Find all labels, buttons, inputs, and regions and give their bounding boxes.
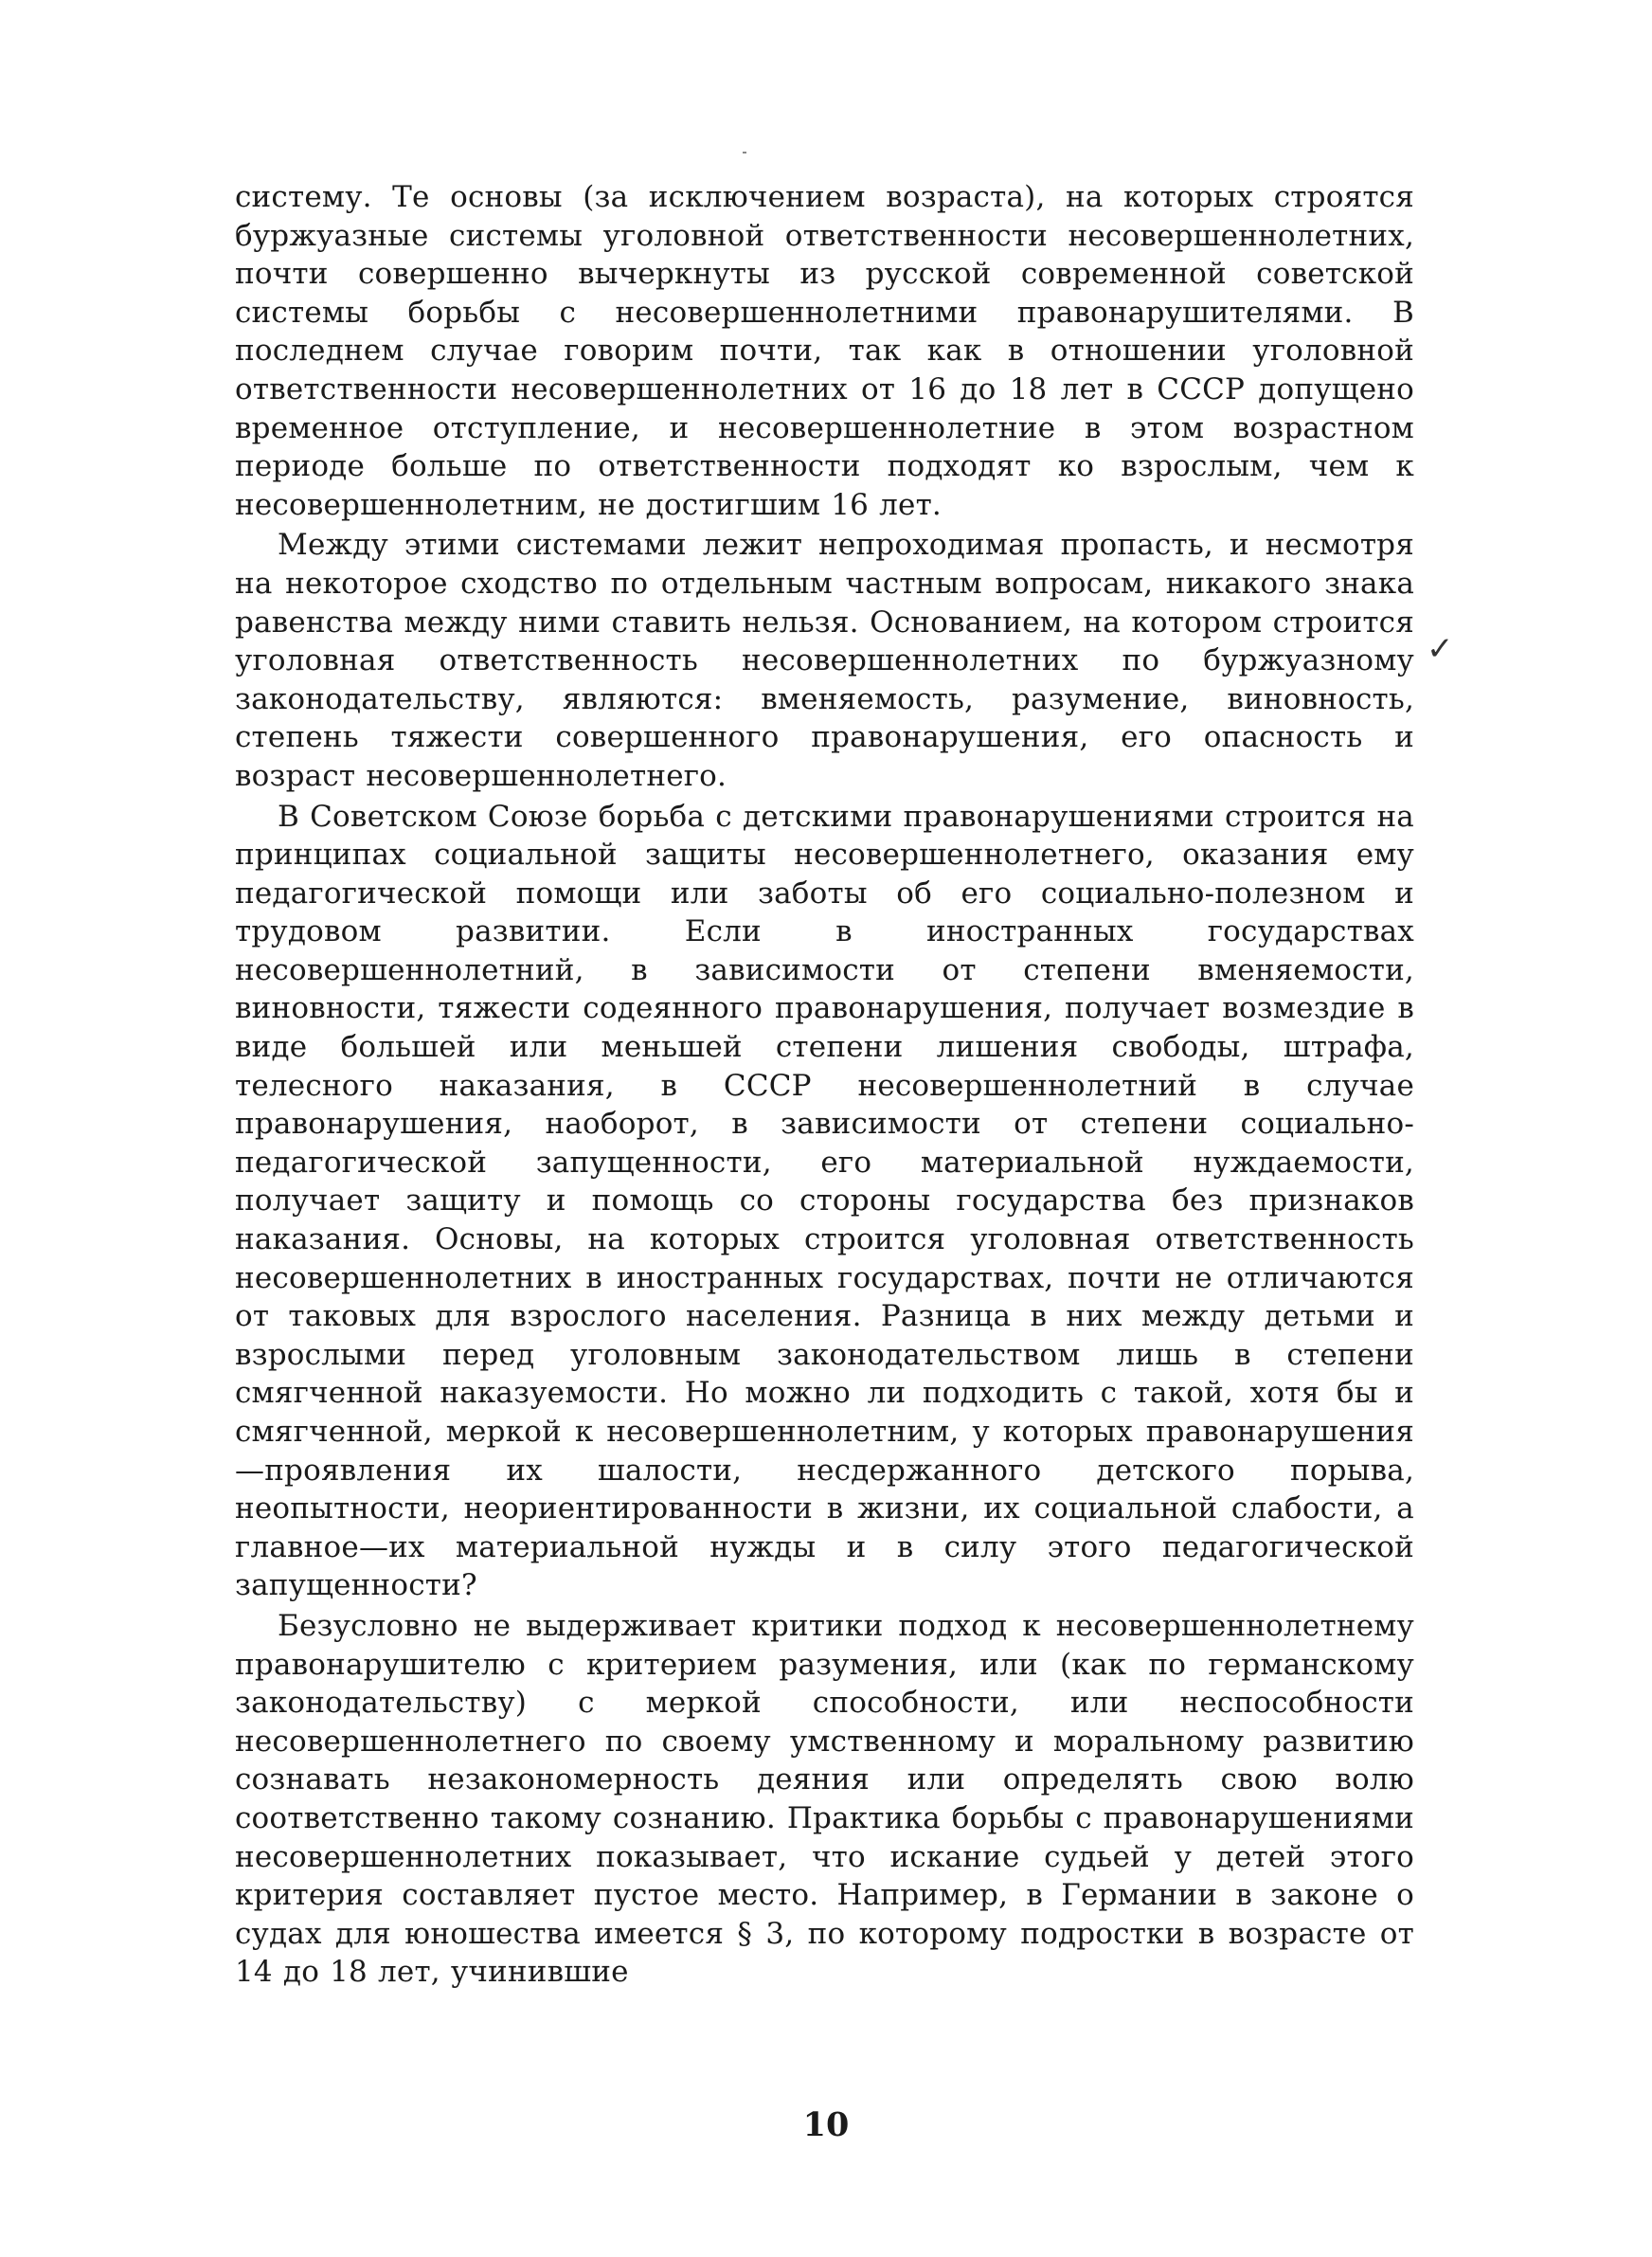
- page-number: 10: [802, 2105, 850, 2144]
- paragraph-1: систему. Те основы (за исключением возраста), на которых строятся буржуазные системы уголовной ответственности несовершеннолетних, почти совершенно вычеркнуты из русской современной советской системы борьбы с несовершеннолетними правонарушителями. В последнем случае говорим почти, так как в отношении уголовной ответственности несовершеннолетних от 16 до 18 лет в СССР допущено временное отступление, и несовершеннолетние в этом возрастном периоде больше по ответственности подходят ко взрослым, чем к несовершеннолетним, не достигшим 16 лет.: [235, 180, 1414, 522]
- scan-speck: [743, 152, 746, 153]
- paragraph-3: В Советском Союзе борьба с детскими правонарушениями строится на принципах социальной защиты несовершеннолетнего, оказания ему педагогической помощи или заботы об его социально-полезном и трудовом развитии. Если в иностранных государствах несовершеннолетний, в зависимости от степени вменяемости, виновности, тяжести содеянного правонарушения, получает возмездие в виде большей или меньшей степени лишения свободы, штрафа, телесного наказания, в СССР несовершеннолетний в случае правонарушения, наоборот, в зависимости от степени социально-педагогической запущенности, его материальной нуждаемости, получает защиту и помощь со стороны государства без признаков наказания. Основы, на которых строится уголовная ответственность несовершеннолетних в иностранных государствах, почти не отличаются от таковых для взрослого населения. Разница в них между детьми и взрослыми перед уголовным законодательством лишь в степени смягченной наказуемости. Но можно ли подходить с такой, хотя бы и смягченной, меркой к несовершеннолетним, у которых правонарушения—проявления их шалости, несдержанного детского порыва, неопытности, неориентированности в жизни, их социальной слабости, а главное—их материальной нужды и в силу этого педагогической запущенности?: [235, 799, 1414, 1603]
- margin-checkmark: ✓: [1427, 630, 1454, 668]
- paragraph-4: Безусловно не выдерживает критики подход к несовершеннолетнему правонарушителю с критерием разумения, или (как по германскому законодательству) с меркой способности, или неспособности несовершеннолетнего по своему умственному и моральному развитию сознавать незакономерность деяния или определять свою волю соответственно такому сознанию. Практика борьбы с правонарушениями несовершеннолетних показывает, что искание судьей у детей этого критерия составляет пустое место. Например, в Германии в законе о судах для юношества имеется § 3, по которому подростки в возрасте от 14 до 18 лет, учинившие: [235, 1608, 1414, 1990]
- paragraph-2: Между этими системами лежит непроходимая пропасть, и несмотря на некоторое сходство по отдельным частным вопросам, никакого знака равенства между ними ставить нельзя. Основанием, на котором строится уголовная ответственность несовершеннолетних по буржуазному законодательству, являются: вменяемость, разумение, виновность, степень тяжести совершенного правонарушения, его опасность и возраст несовершеннолетнего.: [235, 528, 1414, 793]
- body-text: [235, 178, 1414, 1992]
